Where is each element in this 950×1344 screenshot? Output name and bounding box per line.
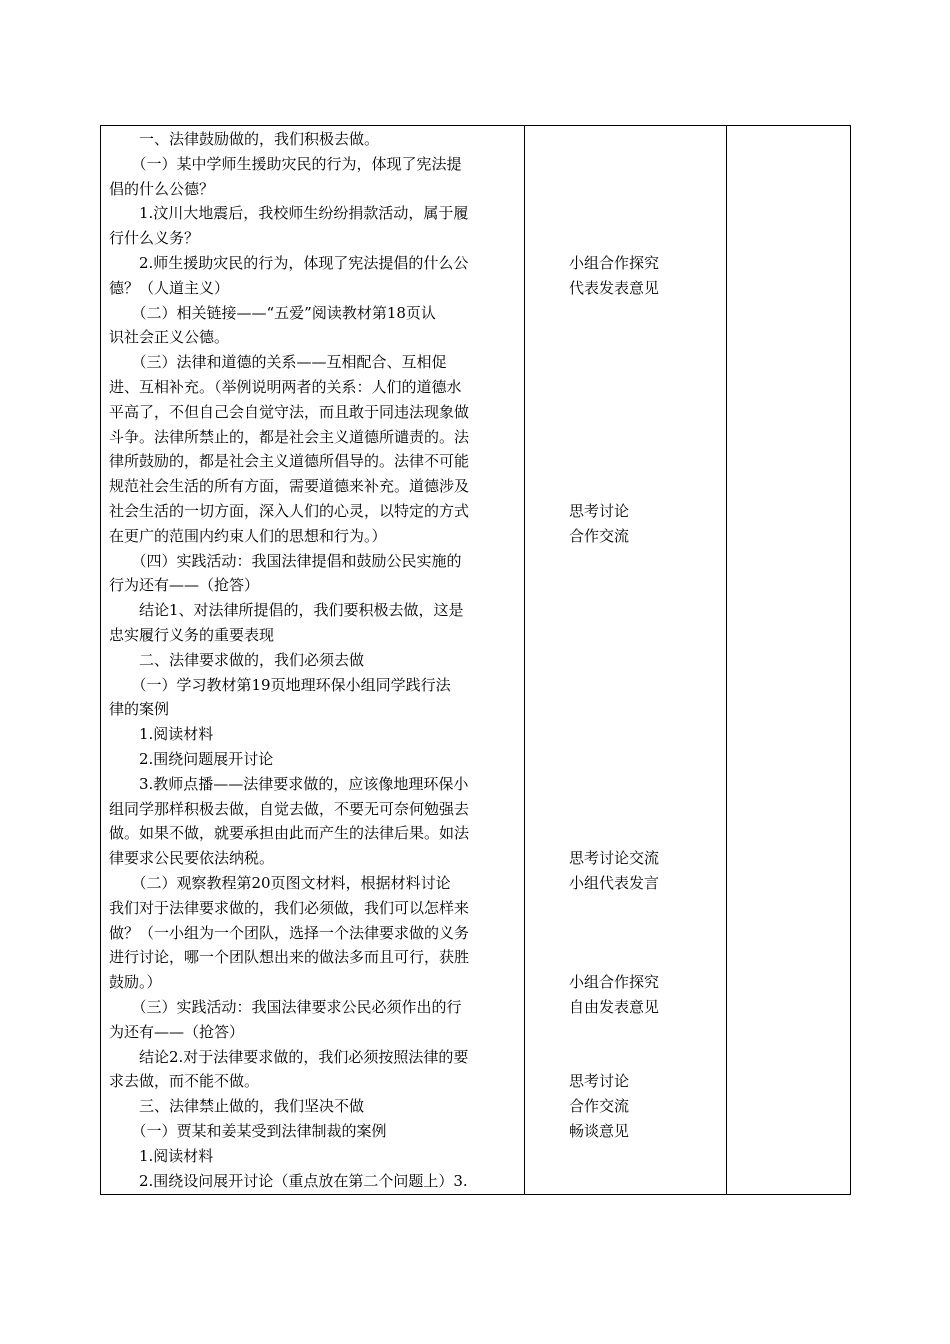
content-line: 律的案例 — [109, 700, 170, 719]
content-line: 一、法律鼓励做的，我们积极去做。 — [109, 130, 380, 148]
student-activity-column — [525, 126, 727, 1194]
activity-line: 思考讨论 — [569, 502, 630, 520]
content-line: 为还有——（抢答） — [109, 1022, 245, 1041]
activity-line: 畅谈意见 — [569, 1122, 630, 1140]
content-line: 进、互相补充。（举例说明两者的关系：人们的道德水 — [109, 378, 462, 396]
content-line: 做？（一小组为一个团队，选择一个法律要求做的义务 — [109, 923, 470, 942]
content-line: 2.围绕问题展开讨论 — [109, 750, 274, 768]
content-line: （三）法律和道德的关系——互相配合、互相促 — [109, 353, 447, 372]
activity-line: 思考讨论交流 — [569, 849, 660, 868]
activity-line: 合作交流 — [569, 1097, 630, 1116]
content-line: 1.阅读材料 — [109, 725, 214, 744]
content-line: （一）学习教材第19页地理环保小组同学践行法 — [109, 675, 451, 694]
content-line: 忠实履行义务的重要表现 — [109, 626, 275, 644]
content-line: 德？（人道主义） — [109, 278, 230, 297]
content-line: 律要求公民要依法纳税。 — [109, 849, 275, 868]
activity-line: 小组合作探究 — [569, 973, 660, 992]
content-line: 二、法律要求做的，我们必须去做 — [109, 650, 365, 669]
content-line: 1.汶川大地震后，我校师生纷纷捐款活动，属于履 — [109, 204, 469, 223]
content-line: （一）某中学师生援助灾民的行为，体现了宪法提 — [109, 154, 462, 173]
activity-line: 代表发表意见 — [569, 278, 660, 297]
content-line: 1.阅读材料 — [109, 1146, 214, 1165]
activity-line: 合作交流 — [569, 526, 630, 545]
content-line: （二）相关链接——“五爱”阅读教材第18页认 — [109, 303, 436, 322]
content-line: （四）实践活动：我国法律提倡和鼓励公民实施的 — [109, 551, 462, 570]
content-line: 行什么义务？ — [109, 229, 200, 248]
content-line: （二）观察教程第20页图文材料，根据材料讨论 — [109, 874, 451, 892]
activity-line: 小组合作探究 — [569, 254, 660, 272]
teaching-content-column — [101, 126, 525, 1194]
content-line: 3.教师点播——法律要求做的，应该像地理环保小 — [109, 774, 469, 793]
content-line: 结论1、对法律所提倡的，我们要积极去做，这是 — [109, 601, 464, 620]
content-line: 结论2.对于法律要求做的，我们必须按照法律的要 — [109, 1047, 469, 1066]
content-line: （一）贾某和姜某受到法律制裁的案例 — [109, 1122, 387, 1140]
content-line: 平高了，不但自己会自觉守法，而且敢于同违法现象做 — [109, 402, 470, 421]
content-line: 做。如果不做，就要承担由此而产生的法律后果。如法 — [109, 824, 470, 843]
content-line: 识社会正义公德。 — [109, 328, 230, 347]
content-line: 组同学那样积极去做，自觉去做，不要无可奈何勉强去 — [109, 799, 470, 818]
content-line: 在更广的范围内约束人们的思想和行为。） — [109, 526, 387, 545]
content-line: 倡的什么公德？ — [109, 179, 215, 198]
content-line: 斗争。法律所禁止的，都是社会主义道德所谴责的。法 — [109, 427, 470, 446]
content-line: 我们对于法律要求做的，我们必须做，我们可以怎样来 — [109, 898, 470, 917]
content-line: 2.师生援助灾民的行为，体现了宪法提倡的什么公 — [109, 254, 469, 272]
activity-line: 思考讨论 — [569, 1072, 630, 1091]
content-line: （三）实践活动：我国法律要求公民必须作出的行 — [109, 998, 462, 1016]
content-line: 求去做，而不能不做。 — [109, 1072, 260, 1091]
notes-column — [727, 126, 850, 1194]
activity-line: 自由发表意见 — [569, 998, 660, 1016]
content-line: 进行讨论，哪一个团队想出来的做法多而且可行，获胜 — [109, 948, 470, 967]
content-line: 律所鼓励的，都是社会主义道德所倡导的。法律不可能 — [109, 452, 470, 471]
content-line: 2.围绕设问展开讨论（重点放在第二个问题上）3. — [109, 1171, 468, 1190]
content-line: 社会生活的一切方面，深入人们的心灵，以特定的方式 — [109, 502, 470, 520]
lesson-plan-table — [100, 125, 851, 1195]
content-line: 行为还有——（抢答） — [109, 576, 260, 595]
content-line: 鼓励。） — [109, 973, 162, 992]
content-line: 三、法律禁止做的，我们坚决不做 — [109, 1097, 365, 1116]
activity-line: 小组代表发言 — [569, 874, 660, 892]
content-line: 规范社会生活的所有方面，需要道德来补充。道德涉及 — [109, 477, 470, 496]
